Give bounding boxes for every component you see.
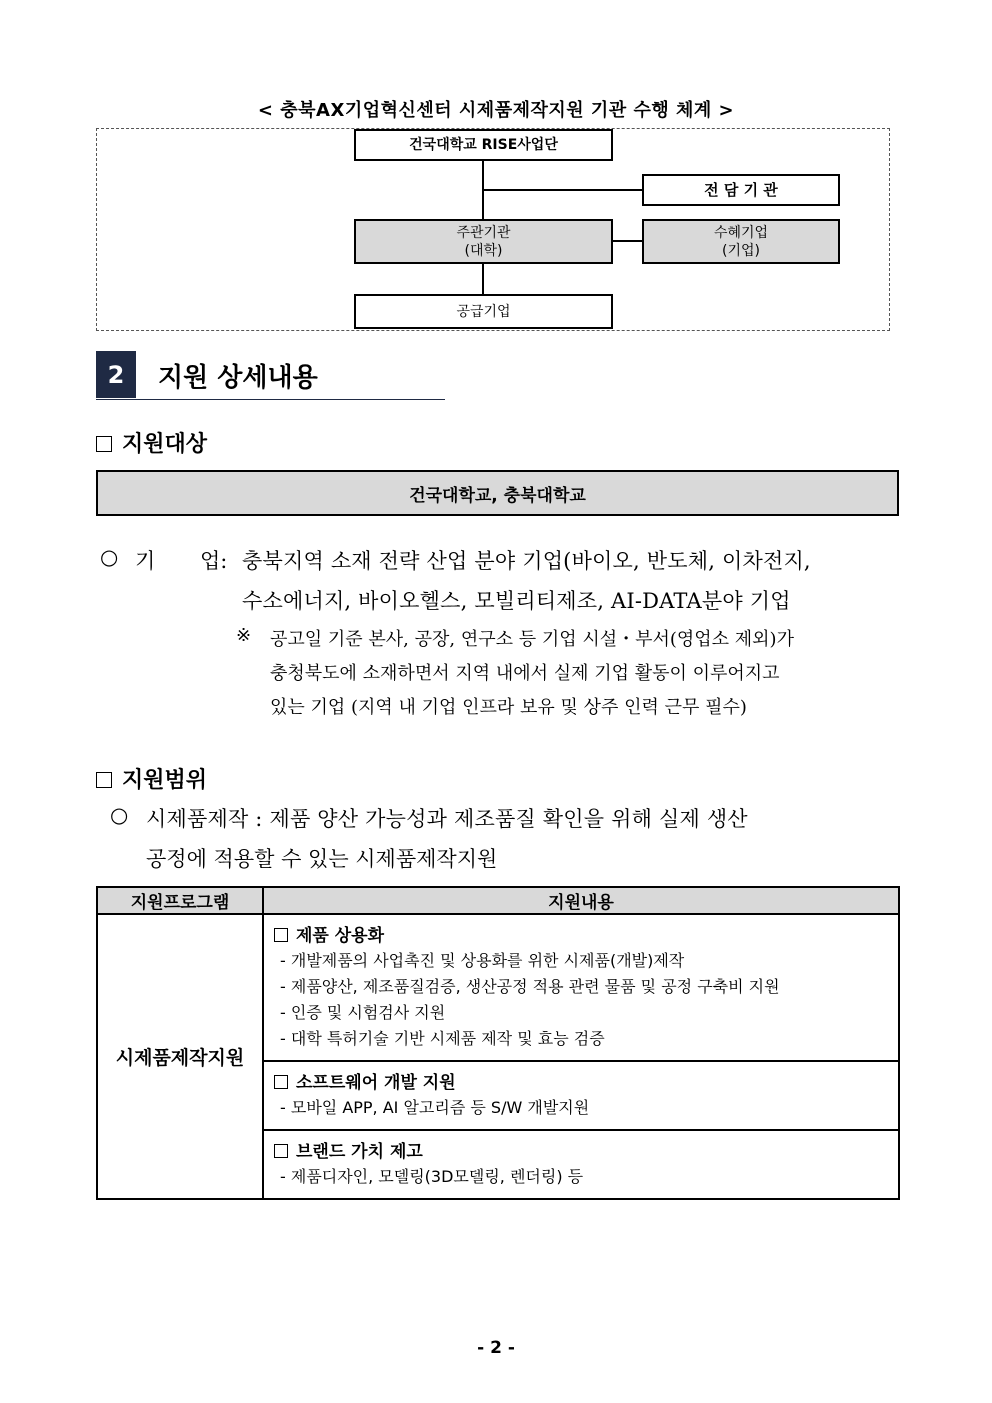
group-title: 소프트웨어 개발 지원 xyxy=(296,1073,456,1093)
section-header xyxy=(96,351,445,400)
node-dedicated-agency xyxy=(642,174,840,206)
scope-heading-text: 지원범위 xyxy=(122,768,208,793)
target-heading xyxy=(96,427,207,458)
content-group-commercialization xyxy=(263,914,899,1061)
table-header-row xyxy=(97,887,899,914)
scope-heading xyxy=(96,763,207,794)
target-note-line-1: 공고일 기준 본사, 공장, 연구소 등 기업 시설・부서(영업소 제외)가 xyxy=(270,629,794,650)
checkbox-square-icon xyxy=(96,436,112,452)
node-host-agency xyxy=(354,219,613,264)
page-number: - 2 - xyxy=(477,1338,515,1358)
support-table xyxy=(96,886,900,1200)
group-item: - 제품양산, 제조품질검증, 생산공정 적용 관련 물품 및 공정 구축비 지원 xyxy=(280,977,780,996)
node-host-line1: 주관기관 xyxy=(456,224,511,241)
connector-host-beneficiary xyxy=(613,240,642,242)
node-dedicated-agency-label: 전 담 기 관 xyxy=(704,181,778,199)
node-host-line2: (대학) xyxy=(464,242,503,259)
diagram-title: < 충북AX기업혁신센터 시제품제작지원 기관 수행 체계 > xyxy=(257,100,735,121)
node-supplier xyxy=(354,294,613,329)
group-title: 브랜드 가치 제고 xyxy=(296,1142,423,1162)
content-group-brand xyxy=(263,1130,899,1199)
connector-host-supplier xyxy=(482,264,484,294)
node-beneficiary-line2: (기업) xyxy=(722,242,760,259)
header-program: 지원프로그램 xyxy=(97,887,263,914)
target-box-text: 건국대학교, 충북대학교 xyxy=(409,485,586,506)
node-beneficiary xyxy=(642,219,840,264)
target-heading-text: 지원대상 xyxy=(122,432,208,457)
scope-line-1: 시제품제작 : 제품 양산 가능성과 제조품질 확인을 위해 실제 생산 xyxy=(146,807,748,831)
checkbox-square-icon xyxy=(274,1075,288,1089)
node-beneficiary-line1: 수혜기업 xyxy=(713,224,769,241)
group-item: - 모바일 APP, AI 알고리즘 등 S/W 개발지원 xyxy=(280,1098,590,1117)
target-bullet: ○ xyxy=(100,545,119,569)
target-note-mark: ※ xyxy=(236,625,252,646)
node-top-agency-label: 건국대학교 RISE사업단 xyxy=(409,137,558,153)
content-group-software xyxy=(263,1061,899,1130)
node-supplier-label: 공급기업 xyxy=(456,303,511,320)
checkbox-square-icon xyxy=(274,1144,288,1158)
target-note-line-3: 있는 기업 (지역 내 기업 인프라 보유 및 상주 인력 근무 필수) xyxy=(270,697,747,718)
target-note-line-2: 충청북도에 소재하면서 지역 내에서 실제 기업 활동이 이루어지고 xyxy=(270,663,780,684)
node-top-agency xyxy=(354,129,613,161)
table-row xyxy=(97,914,899,1061)
target-box xyxy=(96,470,899,516)
connector-to-dedicated xyxy=(482,189,642,191)
program-cell: 시제품제작지원 xyxy=(97,914,263,1199)
group-item: - 개발제품의 사업촉진 및 상용화를 위한 시제품(개발)제작 xyxy=(280,951,685,970)
target-line-1: 충북지역 소재 전략 산업 분야 기업(바이오, 반도체, 이차전지, xyxy=(242,549,811,573)
group-item: - 인증 및 시험검사 지원 xyxy=(280,1003,446,1022)
checkbox-square-icon xyxy=(274,928,288,942)
group-item: - 대학 특허기술 기반 시제품 제작 및 효능 검증 xyxy=(280,1029,605,1048)
section-number: 2 xyxy=(96,351,136,398)
group-title: 제품 상용화 xyxy=(296,926,385,946)
scope-bullet: ○ xyxy=(110,803,129,827)
target-label-left: 기 xyxy=(135,549,156,573)
header-content: 지원내용 xyxy=(263,887,899,914)
target-label-right: 업: xyxy=(200,549,228,573)
scope-line-2: 공정에 적용할 수 있는 시제품제작지원 xyxy=(146,847,498,871)
target-line-2: 수소에너지, 바이오헬스, 모빌리티제조, AI-DATA분야 기업 xyxy=(242,589,791,613)
checkbox-square-icon xyxy=(96,772,112,788)
section-title: 지원 상세내용 xyxy=(158,363,318,393)
group-item: - 제품디자인, 모델링(3D모델링, 렌더링) 등 xyxy=(280,1167,584,1186)
